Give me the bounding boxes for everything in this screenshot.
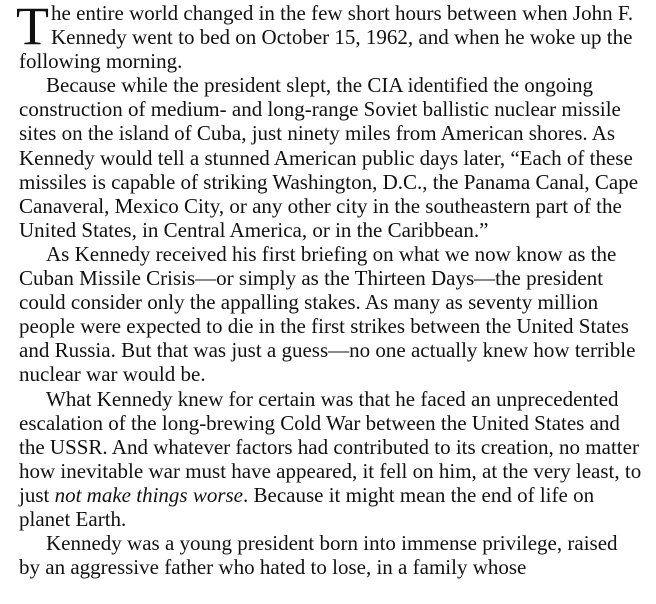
paragraph-5: Kennedy was a young president born into immense privilege, raised by an aggressive father who hated to lose, in a family whose (19, 531, 618, 580)
paragraph-1 (16, 0, 642, 74)
paragraph-4-text-after: . Because it might mean the end of life on planet Earth. (19, 482, 595, 531)
paragraph-4-emphasis: not make things worse (54, 482, 243, 507)
paragraph-2: Because while the president slept, the CIA identified the ongoing construction of medium- and long-range Soviet ballistic nuclear missile sites on the island of Cuba, just ninety miles from American shores. As Kennedy would tell a stunned American public days later, “Each of these missiles is capable of striking Washington, D.C., the Panama Canal, Cape Canaveral, Mexico City, or any other city in the southeastern part of the United States, in Central America, or in the Caribbean.” (19, 73, 639, 242)
paragraph-3: As Kennedy received his first briefing on what we now know as the Cuban Missile Crisis—or simply as the Thirteen Days—the president could consider only the appalling stakes. As many as seventy million people were expected to die in the first strikes between the United States and Russia. But that was just a guess—no one actually knew how terrible nuclear war would be. (19, 241, 636, 387)
paragraph-1-text: he entire world changed in the few short hours between when John F. Kennedy went to bed on October 15, 1962, and when he woke up the following morning. (19, 1, 634, 74)
paragraph-4-text-before: What Kennedy knew for certain was that he faced an unprecedented escalation of the long-brewing Cold War between the United States and the USSR. And whatever factors had contributed to its creation, no matter how inevitable war must have appeared, it fell on him, at the very least, to just (19, 386, 642, 507)
drop-cap-letter: T (16, 0, 49, 56)
paragraph-4 (19, 387, 642, 532)
